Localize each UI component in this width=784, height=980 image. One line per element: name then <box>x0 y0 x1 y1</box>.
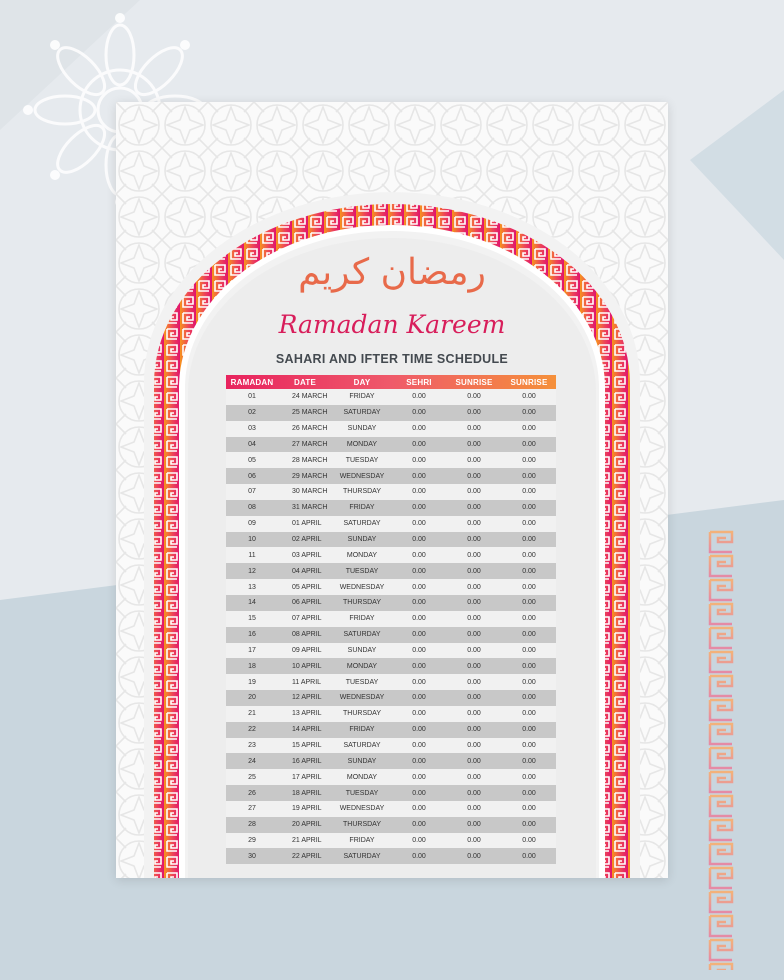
table-cell: 03 APRIL <box>292 551 322 559</box>
table-cell: 15 APRIL <box>292 741 322 749</box>
table-cell: 0.00 <box>522 789 536 797</box>
table-cell: 18 <box>248 662 256 670</box>
table-cell: 30 <box>248 852 256 860</box>
table-cell: 0.00 <box>522 472 536 480</box>
table-cell: 0.00 <box>522 567 536 575</box>
table-cell: 17 <box>248 646 256 654</box>
table-cell: 0.00 <box>412 504 426 512</box>
table-cell: 07 APRIL <box>292 615 322 623</box>
table-cell: THURSDAY <box>343 488 381 496</box>
table-row <box>226 627 556 643</box>
table-cell: 0.00 <box>522 821 536 829</box>
table-cell: 21 APRIL <box>292 837 322 845</box>
table-cell: TUESDAY <box>345 567 379 575</box>
table-cell: 0.00 <box>522 504 536 512</box>
table-cell: TUESDAY <box>345 789 379 797</box>
table-cell: 0.00 <box>467 488 481 496</box>
table-cell: WEDNESDAY <box>339 805 385 813</box>
table-cell: 0.00 <box>522 710 536 718</box>
table-cell: 0.00 <box>522 757 536 765</box>
table-cell: 0.00 <box>522 805 536 813</box>
table-row <box>226 817 556 833</box>
table-cell: MONDAY <box>346 662 378 670</box>
table-cell: 12 APRIL <box>292 694 322 702</box>
table-cell: 0.00 <box>467 773 481 781</box>
table-row <box>226 579 556 595</box>
table-row <box>226 674 556 690</box>
table-cell: 14 APRIL <box>292 726 322 734</box>
schedule-table <box>226 375 556 864</box>
table-cell: 0.00 <box>412 409 426 417</box>
table-cell: 0.00 <box>467 409 481 417</box>
table-row <box>226 722 556 738</box>
table-row <box>226 690 556 706</box>
table-cell: FRIDAY <box>349 393 375 401</box>
table-cell: 0.00 <box>467 789 481 797</box>
table-cell: 0.00 <box>467 821 481 829</box>
table-cell: FRIDAY <box>349 837 375 845</box>
table-cell: 20 APRIL <box>292 821 322 829</box>
table-cell: 06 <box>248 472 256 480</box>
script-title: Ramadan Kareem <box>278 310 506 339</box>
table-cell: 0.00 <box>467 662 481 670</box>
table-cell: 19 APRIL <box>292 805 322 813</box>
table-cell: 0.00 <box>412 615 426 623</box>
table-cell: 0.00 <box>412 646 426 654</box>
table-cell: FRIDAY <box>349 615 375 623</box>
table-cell: 0.00 <box>522 456 536 464</box>
table-cell: 12 <box>248 567 256 575</box>
table-cell: 08 <box>248 504 256 512</box>
table-cell: 0.00 <box>467 837 481 845</box>
table-cell: 0.00 <box>412 694 426 702</box>
table-row <box>226 547 556 563</box>
table-cell: 0.00 <box>522 615 536 623</box>
table-cell: 0.00 <box>522 409 536 417</box>
table-cell: SATURDAY <box>343 741 381 749</box>
table-cell: 0.00 <box>467 472 481 480</box>
table-cell: 0.00 <box>522 837 536 845</box>
table-cell: 0.00 <box>522 440 536 448</box>
table-cell: 0.00 <box>522 599 536 607</box>
table-cell: SUNDAY <box>347 757 377 765</box>
table-row <box>226 658 556 674</box>
table-cell: 0.00 <box>522 726 536 734</box>
table-cell: 10 APRIL <box>292 662 322 670</box>
table-cell: 0.00 <box>412 583 426 591</box>
table-cell: 0.00 <box>522 741 536 749</box>
table-cell: 0.00 <box>522 662 536 670</box>
table-cell: 0.00 <box>412 837 426 845</box>
table-cell: 0.00 <box>412 393 426 401</box>
table-cell: 28 <box>248 821 256 829</box>
table-cell: 0.00 <box>522 488 536 496</box>
table-cell: 0.00 <box>467 425 481 433</box>
table-cell: 10 <box>248 536 256 544</box>
table-cell: 0.00 <box>412 726 426 734</box>
table-cell: MONDAY <box>346 551 378 559</box>
table-cell: WEDNESDAY <box>339 583 385 591</box>
table-cell: 11 <box>248 551 256 559</box>
table-cell: 0.00 <box>412 662 426 670</box>
table-cell: 0.00 <box>522 520 536 528</box>
table-cell: 0.00 <box>412 472 426 480</box>
table-cell: 0.00 <box>467 583 481 591</box>
table-cell: 29 MARCH <box>292 472 328 480</box>
table-cell: 05 APRIL <box>292 583 322 591</box>
table-row <box>226 611 556 627</box>
table-row <box>226 532 556 548</box>
table-cell: 0.00 <box>467 710 481 718</box>
column-header: SUNRISE <box>510 377 548 387</box>
table-cell: 14 <box>248 599 256 607</box>
table-header-row <box>226 375 556 389</box>
table-cell: 25 MARCH <box>292 409 328 417</box>
column-header: DAY <box>353 377 371 387</box>
table-cell: 01 APRIL <box>292 520 322 528</box>
table-row <box>226 801 556 817</box>
table-cell: 04 <box>248 440 256 448</box>
table-cell: 03 <box>248 425 256 433</box>
table-row <box>226 516 556 532</box>
table-cell: 15 <box>248 615 256 623</box>
column-header: SUNRISE <box>455 377 493 387</box>
table-cell: 0.00 <box>412 757 426 765</box>
table-cell: TUESDAY <box>345 456 379 464</box>
table-cell: WEDNESDAY <box>339 694 385 702</box>
table-cell: 0.00 <box>467 615 481 623</box>
table-cell: 0.00 <box>412 599 426 607</box>
table-cell: 0.00 <box>467 678 481 686</box>
table-cell: 0.00 <box>412 789 426 797</box>
table-row <box>226 738 556 754</box>
table-cell: 0.00 <box>412 551 426 559</box>
table-cell: 0.00 <box>412 631 426 639</box>
table-cell: SATURDAY <box>343 520 381 528</box>
table-cell: 0.00 <box>412 488 426 496</box>
table-cell: TUESDAY <box>345 678 379 686</box>
table-cell: 0.00 <box>412 536 426 544</box>
table-cell: 0.00 <box>412 440 426 448</box>
table-row <box>226 833 556 849</box>
table-cell: 05 <box>248 456 256 464</box>
table-cell: 0.00 <box>467 741 481 749</box>
table-cell: 0.00 <box>522 646 536 654</box>
table-cell: 0.00 <box>522 536 536 544</box>
table-row <box>226 421 556 437</box>
table-cell: 0.00 <box>522 551 536 559</box>
table-cell: 13 APRIL <box>292 710 322 718</box>
table-row <box>226 500 556 516</box>
table-cell: 28 MARCH <box>292 456 328 464</box>
table-cell: 0.00 <box>467 393 481 401</box>
table-cell: 17 APRIL <box>292 773 322 781</box>
table-cell: 20 <box>248 694 256 702</box>
table-cell: 0.00 <box>522 773 536 781</box>
table-cell: 27 MARCH <box>292 440 328 448</box>
table-row <box>226 468 556 484</box>
table-cell: WEDNESDAY <box>339 472 385 480</box>
table-cell: 0.00 <box>412 678 426 686</box>
table-cell: 09 APRIL <box>292 646 322 654</box>
table-cell: 0.00 <box>467 440 481 448</box>
table-cell: 0.00 <box>467 536 481 544</box>
table-cell: 0.00 <box>412 520 426 528</box>
table-cell: 0.00 <box>467 551 481 559</box>
table-cell: 11 APRIL <box>292 678 322 686</box>
table-cell: 29 <box>248 837 256 845</box>
table-cell: 0.00 <box>412 821 426 829</box>
table-cell: 0.00 <box>467 694 481 702</box>
table-cell: 04 APRIL <box>292 567 322 575</box>
table-cell: 0.00 <box>412 425 426 433</box>
table-cell: 0.00 <box>467 504 481 512</box>
table-cell: 27 <box>248 805 256 813</box>
table-cell: 0.00 <box>412 456 426 464</box>
greek-key-strip <box>706 530 736 970</box>
table-row <box>226 785 556 801</box>
table-cell: FRIDAY <box>349 726 375 734</box>
table-cell: 0.00 <box>467 726 481 734</box>
table-cell: 22 APRIL <box>292 852 322 860</box>
table-cell: FRIDAY <box>349 504 375 512</box>
table-cell: 0.00 <box>522 583 536 591</box>
table-row <box>226 753 556 769</box>
table-cell: 02 APRIL <box>292 536 322 544</box>
table-cell: 26 MARCH <box>292 425 328 433</box>
table-row <box>226 484 556 500</box>
table-cell: MONDAY <box>346 440 378 448</box>
table-cell: 13 <box>248 583 256 591</box>
table-cell: THURSDAY <box>343 599 381 607</box>
table-cell: 08 APRIL <box>292 631 322 639</box>
table-body <box>226 389 556 864</box>
table-cell: 0.00 <box>522 852 536 860</box>
table-cell: 0.00 <box>522 393 536 401</box>
column-header: SEHRI <box>406 377 432 387</box>
table-cell: 18 APRIL <box>292 789 322 797</box>
table-cell: 0.00 <box>467 520 481 528</box>
schedule-flyer <box>116 102 668 878</box>
table-row <box>226 848 556 864</box>
table-cell: 02 <box>248 409 256 417</box>
table-row <box>226 769 556 785</box>
table-cell: 0.00 <box>467 567 481 575</box>
table-cell: 09 <box>248 520 256 528</box>
table-cell: SATURDAY <box>343 631 381 639</box>
table-row <box>226 595 556 611</box>
table-cell: 0.00 <box>467 631 481 639</box>
table-row <box>226 563 556 579</box>
table-row <box>226 452 556 468</box>
table-cell: 0.00 <box>467 805 481 813</box>
table-cell: 26 <box>248 789 256 797</box>
table-row <box>226 706 556 722</box>
table-cell: 23 <box>248 741 256 749</box>
table-cell: 0.00 <box>467 456 481 464</box>
table-cell: SATURDAY <box>343 852 381 860</box>
table-row <box>226 389 556 405</box>
table-cell: 30 MARCH <box>292 488 328 496</box>
table-cell: 16 APRIL <box>292 757 322 765</box>
column-header: RAMADAN <box>230 377 274 387</box>
table-cell: 25 <box>248 773 256 781</box>
table-cell: SUNDAY <box>347 425 377 433</box>
table-cell: 0.00 <box>467 599 481 607</box>
table-cell: 0.00 <box>522 631 536 639</box>
table-cell: SUNDAY <box>347 536 377 544</box>
table-row <box>226 437 556 453</box>
table-cell: 0.00 <box>467 852 481 860</box>
table-cell: 21 <box>248 710 256 718</box>
table-row <box>226 405 556 421</box>
table-cell: 07 <box>248 488 256 496</box>
table-cell: 16 <box>248 631 256 639</box>
table-cell: 31 MARCH <box>292 504 328 512</box>
arabic-calligraphy: رمضان كريم <box>298 252 486 293</box>
table-cell: 0.00 <box>467 757 481 765</box>
table-cell: 24 <box>248 757 256 765</box>
table-cell: 0.00 <box>412 805 426 813</box>
table-row <box>226 643 556 659</box>
table-cell: SUNDAY <box>347 646 377 654</box>
table-cell: 24 MARCH <box>292 393 328 401</box>
table-cell: SATURDAY <box>343 409 381 417</box>
table-cell: MONDAY <box>346 773 378 781</box>
table-cell: 0.00 <box>522 425 536 433</box>
table-cell: 0.00 <box>412 773 426 781</box>
schedule-heading: SAHARI AND IFTER TIME SCHEDULE <box>275 352 509 366</box>
table-cell: THURSDAY <box>343 821 381 829</box>
table-cell: THURSDAY <box>343 710 381 718</box>
table-cell: 01 <box>248 393 256 401</box>
table-cell: 22 <box>248 726 256 734</box>
table-cell: 0.00 <box>412 567 426 575</box>
column-header: DATE <box>294 377 316 387</box>
table-cell: 0.00 <box>467 646 481 654</box>
table-cell: 0.00 <box>412 710 426 718</box>
table-cell: 06 APRIL <box>292 599 322 607</box>
table-cell: 0.00 <box>522 678 536 686</box>
table-cell: 0.00 <box>522 694 536 702</box>
table-cell: 0.00 <box>412 852 426 860</box>
table-cell: 0.00 <box>412 741 426 749</box>
table-cell: 19 <box>248 678 256 686</box>
